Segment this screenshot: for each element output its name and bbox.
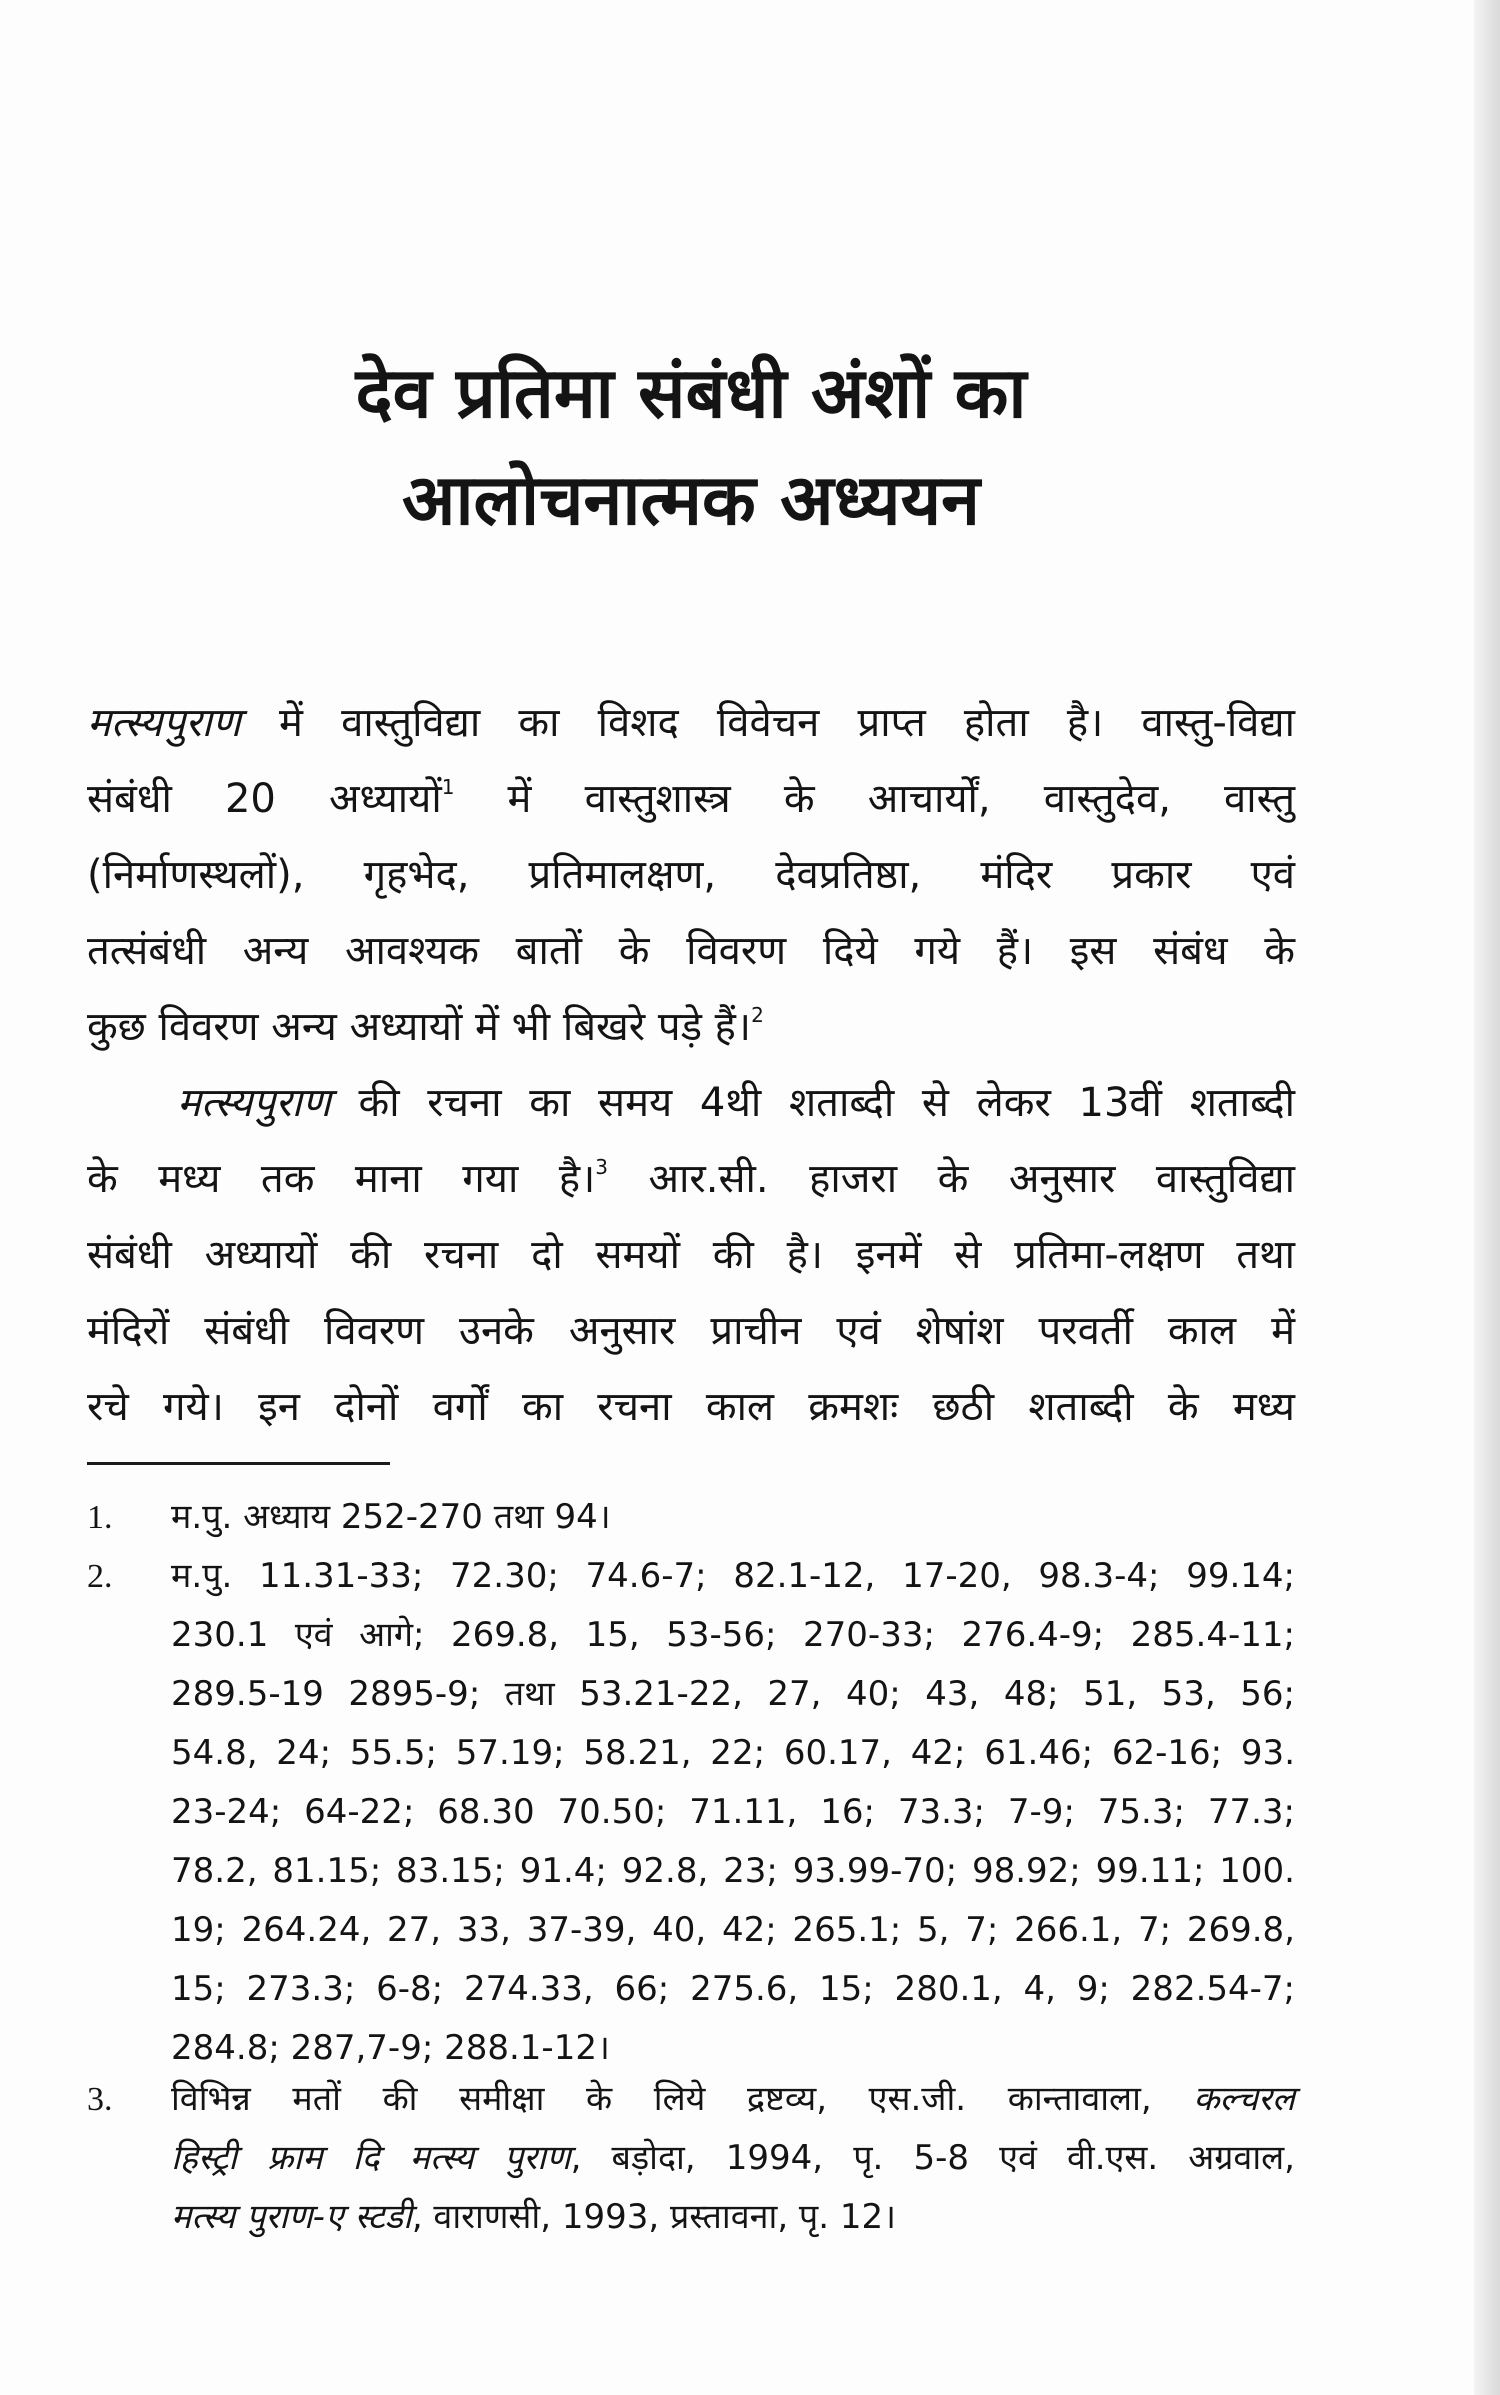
italic-text: मत्स्य पुराण-ए स्टडी <box>171 2197 412 2237</box>
paragraph-line <box>87 685 1295 761</box>
italic-text: हिस्ट्री फ्राम दि मत्स्य पुराण <box>171 2138 571 2178</box>
text-run: के मध्य तक माना गया है। <box>87 1156 596 1202</box>
footnote-line <box>171 1842 1295 1901</box>
footnote-line <box>171 1783 1295 1842</box>
text-run: 54.8, 24; 55.5; 57.19; 58.21, 22; 60.17, 42; 61.46; 62-16; 93. <box>171 1733 1295 1773</box>
footnote-reference: 2 <box>751 1003 764 1027</box>
text-run: 23-24; 64-22; 68.30 70.50; 71.11, 16; 73.3; 7-9; 75.3; 77.3; <box>171 1792 1295 1832</box>
paragraph-line <box>87 1141 1295 1217</box>
text-run: संबंधी अध्यायों की रचना दो समयों की है। इनमें से प्रतिमा-लक्षण तथा <box>87 1232 1295 1278</box>
text-run: (निर्माणस्थलों), गृहभेद, प्रतिमालक्षण, देवप्रतिष्ठा, मंदिर प्रकार एवं <box>87 852 1295 898</box>
page-edge-shadow <box>1474 0 1500 2395</box>
footnote-line <box>171 1488 1295 1547</box>
paragraph-line <box>87 1217 1295 1293</box>
footnote-line <box>171 2188 1295 2247</box>
paragraph <box>87 1065 1295 1445</box>
footnote <box>87 1547 1295 2078</box>
text-run: संबंधी 20 अध्यायों <box>87 776 442 822</box>
text-run: 284.8; 287,7-9; 288.1-12। <box>171 2028 610 2068</box>
paragraph-line <box>87 913 1295 989</box>
text-run: 289.5-19 2895-9; तथा 53.21-22, 27, 40; 43, 48; 51, 53, 56; <box>171 1674 1295 1714</box>
text-run: में वास्तुविद्या का विशद विवेचन प्राप्त होता है। वास्तु-विद्या <box>240 700 1295 746</box>
text-run: तत्संबंधी अन्य आवश्यक बातों के विवरण दिये गये हैं। इस संबंध के <box>87 928 1295 974</box>
text-run: म.पु. 11.31-33; 72.30; 74.6-7; 82.1-12, 17-20, 98.3-4; 99.14; <box>171 1556 1295 1596</box>
paragraph-line <box>87 1065 1295 1141</box>
italic-text: मत्स्यपुराण <box>87 700 241 746</box>
footnote-line <box>171 1547 1295 1606</box>
italic-text: मत्स्यपुराण <box>177 1080 331 1126</box>
text-run: 230.1 एवं आगे; 269.8, 15, 53-56; 270-33; 276.4-9; 285.4-11; <box>171 1615 1295 1655</box>
footnotes <box>87 1488 1295 2247</box>
text-run: में वास्तुशास्त्र के आचार्यों, वास्तुदेव, वास्तु <box>454 776 1295 822</box>
chapter-title-line-2: आलोचनात्मक अध्ययन <box>401 459 981 541</box>
paragraph-line <box>87 837 1295 913</box>
paragraph-line <box>87 1369 1295 1445</box>
text-run: रचे गये। इन दोनों वर्गों का रचना काल क्रमशः छठी शताब्दी के मध्य <box>87 1384 1295 1430</box>
footnote-number: 3. <box>87 2081 113 2118</box>
footnote-line <box>171 1724 1295 1783</box>
paragraph-line <box>87 1293 1295 1369</box>
text-run: विभिन्न मतों की समीक्षा के लिये द्रष्टव्य, एस.जी. कान्तावाला, <box>171 2079 1194 2119</box>
italic-text: कल्चरल <box>1193 2079 1295 2119</box>
text-run: आर.सी. हाजरा के अनुसार वास्तुविद्या <box>608 1156 1295 1202</box>
text-run: की रचना का समय 4थी शताब्दी से लेकर 13वीं शताब्दी <box>330 1080 1295 1126</box>
paragraph-line <box>87 761 1295 837</box>
footnote-line <box>171 2070 1295 2129</box>
text-run: म.पु. अध्याय 252-270 तथा 94। <box>171 1497 611 1537</box>
body-text <box>87 685 1295 1445</box>
footnote <box>87 2070 1295 2247</box>
chapter-title-line-1: देव प्रतिमा संबंधी अंशों का <box>355 352 1027 434</box>
footnote-line <box>171 1960 1295 2019</box>
footnote-separator <box>87 1462 390 1465</box>
footnote-reference: 1 <box>441 775 455 799</box>
footnote <box>87 1488 1295 1547</box>
text-run: कुछ विवरण अन्य अध्यायों में भी बिखरे पड़े हैं। <box>87 1004 752 1050</box>
footnote-line <box>171 1665 1295 1724</box>
chapter-title <box>87 340 1295 554</box>
text-run: , बड़ोदा, 1994, पृ. 5-8 एवं वी.एस. अग्रवाल, <box>570 2138 1295 2178</box>
paragraph <box>87 685 1295 1065</box>
paragraph-line <box>87 989 1295 1065</box>
footnote-line <box>171 2129 1295 2188</box>
text-run: 78.2, 81.15; 83.15; 91.4; 92.8, 23; 93.99-70; 98.92; 99.11; 100. <box>171 1851 1295 1891</box>
text-run: 19; 264.24, 27, 33, 37-39, 40, 42; 265.1; 5, 7; 266.1, 7; 269.8, <box>171 1910 1295 1950</box>
text-run: 15; 273.3; 6-8; 274.33, 66; 275.6, 15; 280.1, 4, 9; 282.54-7; <box>171 1969 1295 2009</box>
footnote-number: 2. <box>87 1558 113 1595</box>
text-run: , वाराणसी, 1993, प्रस्तावना, पृ. 12। <box>411 2197 897 2237</box>
text-run: मंदिरों संबंधी विवरण उनके अनुसार प्राचीन एवं शेषांश परवर्ती काल में <box>87 1308 1295 1354</box>
footnote-reference: 3 <box>595 1155 609 1179</box>
footnote-line <box>171 1606 1295 1665</box>
footnote-line <box>171 1901 1295 1960</box>
footnote-number: 1. <box>87 1499 113 1536</box>
